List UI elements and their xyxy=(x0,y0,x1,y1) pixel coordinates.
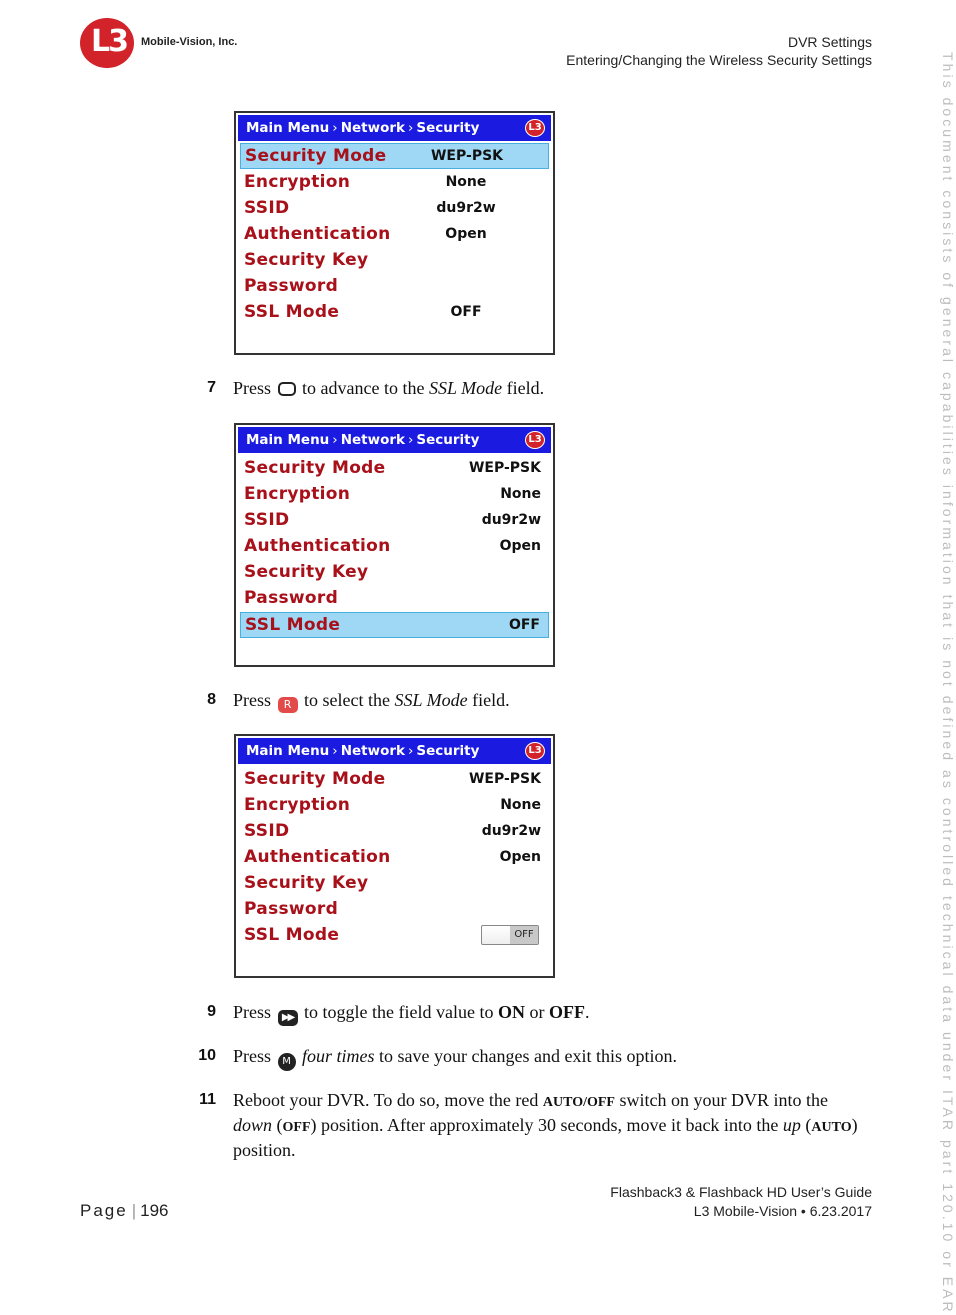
crumb-main: Main Menu xyxy=(246,120,330,136)
row-authentication[interactable]: Authentication Open xyxy=(244,847,541,867)
menu-button-icon: M xyxy=(278,1053,296,1071)
header-subsection: Entering/Changing the Wireless Security Settings xyxy=(566,52,872,68)
enter-button-icon xyxy=(278,382,296,396)
header-section: DVR Settings xyxy=(787,34,872,50)
row-security-mode[interactable]: Security Mode WEP-PSK xyxy=(240,143,549,169)
row-security-key[interactable]: Security Key xyxy=(244,873,369,893)
crumb-separator-icon: › xyxy=(332,743,338,759)
publisher-date: L3 Mobile-Vision • 6.23.2017 xyxy=(693,1203,872,1219)
row-password[interactable]: Password xyxy=(244,588,339,608)
crumb-separator-icon: › xyxy=(332,120,338,136)
row-authentication[interactable]: Authentication Open xyxy=(244,536,541,556)
dvr-screen-1 xyxy=(234,111,555,355)
row-password[interactable]: Password xyxy=(244,899,339,919)
crumb-security: Security xyxy=(416,120,480,136)
step-number: 7 xyxy=(207,379,216,396)
page-number: Page | 196 xyxy=(80,1201,169,1220)
l3-badge-icon: L3 xyxy=(525,431,545,449)
row-authentication[interactable]: Authentication Open xyxy=(244,224,487,244)
record-button-icon: R xyxy=(278,697,298,713)
row-ssl-mode[interactable]: SSL Mode OFF xyxy=(244,302,482,322)
breadcrumb-bar xyxy=(238,115,551,141)
fast-forward-button-icon: ▶▶ xyxy=(278,1010,298,1026)
breadcrumb-bar: Main Menu › Network › Security L3 xyxy=(238,427,551,453)
step-number: 10 xyxy=(198,1047,216,1064)
l3-logo xyxy=(80,18,136,68)
row-encryption[interactable]: Encryption None xyxy=(244,172,487,192)
row-ssid[interactable]: SSID du9r2w xyxy=(244,198,496,218)
itar-watermark: This document consists of general capabilities information that is not defined as controlled technical data under ITAR part 120.10 or EAR xyxy=(940,52,956,1315)
row-encryption[interactable]: Encryption None xyxy=(244,795,541,815)
l3-badge-icon: L3 xyxy=(525,119,545,137)
step-text: Press to advance to the SSL Mode field. xyxy=(233,378,545,398)
step-text: Press ▶▶ to toggle the field value to ON or OFF. xyxy=(233,1001,863,1026)
step-text: Press R to select the SSL Mode field. xyxy=(233,690,510,711)
row-encryption[interactable]: Encryption None xyxy=(244,484,541,504)
company-name: Mobile-Vision, Inc. xyxy=(141,36,238,48)
row-ssl-mode[interactable]: SSL Mode OFF xyxy=(240,612,549,638)
ssl-mode-toggle[interactable]: OFF xyxy=(481,925,539,945)
row-ssid[interactable]: SSID du9r2w xyxy=(244,821,541,841)
step-text: Press M four times to save your changes and exit this option. xyxy=(233,1045,863,1071)
crumb-separator-icon: › xyxy=(332,432,338,448)
row-ssl-mode[interactable]: SSL Mode OFF xyxy=(240,923,549,949)
logo-text: L3 xyxy=(91,24,127,59)
crumb-network: Network xyxy=(340,120,405,136)
guide-title: Flashback3 & Flashback HD User’s Guide xyxy=(610,1184,872,1200)
step-number: 8 xyxy=(207,691,216,708)
step-text: Reboot your DVR. To do so, move the red AUTO/OFF switch on your DVR into the down (OFF) position. After approximately 30 seconds, move it back into the up (AUTO) position. xyxy=(233,1090,858,1160)
step-number: 11 xyxy=(199,1091,216,1108)
row-security-key[interactable]: Security Key xyxy=(244,250,369,270)
crumb-separator-icon: › xyxy=(408,743,414,759)
row-password[interactable]: Password xyxy=(244,276,339,296)
dvr-screen-3 xyxy=(234,734,555,978)
crumb-separator-icon: › xyxy=(408,120,414,136)
step-number: 9 xyxy=(207,1003,216,1020)
l3-badge-icon: L3 xyxy=(525,742,545,760)
row-security-key[interactable]: Security Key xyxy=(244,562,369,582)
breadcrumb-bar: Main Menu › Network › Security L3 xyxy=(238,738,551,764)
row-security-mode[interactable]: Security Mode WEP-PSK xyxy=(244,458,541,478)
crumb-separator-icon: › xyxy=(408,432,414,448)
running-footer xyxy=(610,1183,872,1221)
dvr-screen-2 xyxy=(234,423,555,667)
running-header xyxy=(566,33,872,69)
row-ssid[interactable]: SSID du9r2w xyxy=(244,510,541,530)
row-security-mode[interactable]: Security Mode WEP-PSK xyxy=(244,769,541,789)
